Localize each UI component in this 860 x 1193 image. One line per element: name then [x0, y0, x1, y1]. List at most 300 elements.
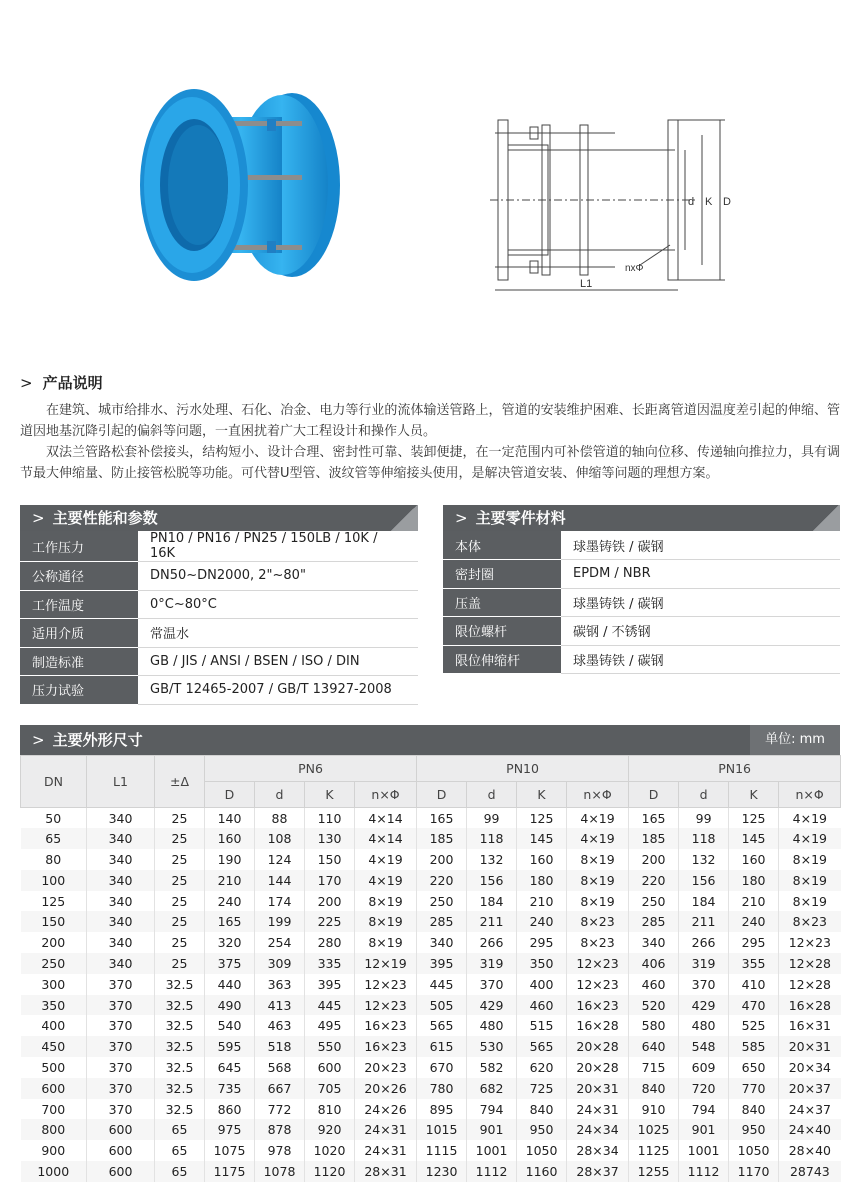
table-cell: 445 [417, 974, 467, 995]
table-cell: 266 [679, 932, 729, 953]
table-cell: 24×31 [355, 1140, 417, 1161]
table-cell: 32.5 [155, 995, 205, 1016]
table-cell: 1112 [679, 1161, 729, 1182]
table-cell: 12×28 [788, 976, 831, 992]
product-photo [132, 75, 342, 305]
table-cell: 445 [305, 995, 355, 1016]
table-cell: 370 [87, 1078, 155, 1099]
table-cell: 210 [517, 891, 567, 912]
intro-paragraph-1: 在建筑、城市给排水、污水处理、石化、冶金、电力等行业的流体输送管路上，管道的安装维护困难、长距离管道因温度差引起的伸缩、管道因地基沉降引起的偏斜等问题，一直困扰着广大工程设计和操作人员。 [20, 403, 840, 439]
dims-subheader-cell: D [629, 782, 679, 808]
chevron-right-icon: > [32, 509, 45, 527]
table-cell: 620 [517, 1057, 567, 1078]
chevron-right-icon: > [32, 731, 45, 749]
table-row [21, 1161, 841, 1182]
table-cell: 460 [629, 974, 679, 995]
table-cell: 901 [467, 1119, 517, 1140]
table-cell: 4×14 [355, 808, 417, 829]
performance-value: PN10 / PN16 / PN25 / 150LB / 10K / 16K [138, 531, 418, 562]
table-row [21, 1078, 841, 1099]
table-cell: 165 [629, 808, 679, 829]
table-cell: 160 [205, 828, 255, 849]
table-cell: 840 [729, 1099, 779, 1120]
dims-subheader-cell: K [729, 782, 779, 808]
table-cell: 715 [629, 1057, 679, 1078]
table-cell: 8×19 [792, 893, 828, 909]
table-row [21, 891, 841, 912]
table-cell: 395 [305, 974, 355, 995]
table-cell: 400 [517, 974, 567, 995]
table-cell: 220 [417, 870, 467, 891]
table-cell: 350 [21, 995, 87, 1016]
table-cell: 25 [155, 870, 205, 891]
table-cell: 254 [255, 932, 305, 953]
table-cell: 480 [467, 1015, 517, 1036]
table-cell: 600 [87, 1140, 155, 1161]
table-cell: 410 [729, 974, 779, 995]
table-cell: 370 [87, 974, 155, 995]
table-cell: 770 [729, 1078, 779, 1099]
table-cell: 165 [417, 808, 467, 829]
table-cell: 250 [417, 891, 467, 912]
table-cell: 340 [87, 828, 155, 849]
table-cell: 200 [21, 932, 87, 953]
table-cell: 772 [255, 1099, 305, 1120]
table-row [21, 849, 841, 870]
table-cell: 20×28 [567, 1057, 629, 1078]
table-cell: 319 [467, 953, 517, 974]
drawing-label-dd: D [723, 196, 731, 208]
product-figures [0, 0, 860, 360]
table-cell: 530 [467, 1036, 517, 1057]
table-cell: 490 [205, 995, 255, 1016]
table-cell: 280 [305, 932, 355, 953]
table-cell: 978 [255, 1140, 305, 1161]
materials-key: 密封圈 [443, 560, 561, 589]
table-cell: 4×19 [779, 828, 841, 849]
table-cell: 118 [467, 828, 517, 849]
table-cell: 1015 [417, 1119, 467, 1140]
table-row [21, 1099, 841, 1120]
materials-key: 本体 [443, 531, 561, 560]
table-cell: 300 [21, 974, 87, 995]
table-row [21, 995, 841, 1016]
materials-row [443, 645, 840, 674]
table-cell: 65 [155, 1140, 205, 1161]
table-cell: 582 [467, 1057, 517, 1078]
table-cell: 370 [87, 1036, 155, 1057]
table-cell: 88 [255, 808, 305, 829]
dims-subheader-cell: K [517, 782, 567, 808]
table-cell: 185 [417, 828, 467, 849]
table-cell: 25 [155, 828, 205, 849]
table-row [21, 1015, 841, 1036]
dimensions-title: 主要外形尺寸 [52, 731, 143, 749]
performance-section-header [20, 505, 418, 531]
table-cell: 4×19 [355, 870, 417, 891]
table-cell: 65 [21, 828, 87, 849]
table-cell: 463 [255, 1015, 305, 1036]
table-cell: 32.5 [155, 974, 205, 995]
table-cell: 16×31 [788, 1018, 831, 1034]
performance-value: GB/T 12465-2007 / GB/T 13927-2008 [138, 676, 418, 705]
table-cell: 12×23 [567, 974, 629, 995]
table-cell: 895 [417, 1099, 467, 1120]
table-cell: 156 [679, 870, 729, 891]
table-cell: 32.5 [155, 1078, 205, 1099]
table-cell: 185 [629, 828, 679, 849]
table-cell: 32.5 [155, 1015, 205, 1036]
table-cell: 4×19 [567, 828, 629, 849]
table-cell: 810 [305, 1099, 355, 1120]
performance-row [20, 676, 418, 705]
table-cell: 650 [729, 1057, 779, 1078]
table-cell: 8×19 [792, 851, 828, 867]
table-cell: 515 [517, 1015, 567, 1036]
table-cell: 250 [21, 953, 87, 974]
dims-group-header: PN10 [417, 756, 629, 782]
table-cell: 12×23 [567, 953, 629, 974]
table-cell: 1050 [517, 1140, 567, 1161]
table-cell: 1115 [417, 1140, 467, 1161]
table-cell: 600 [87, 1119, 155, 1140]
materials-value: 球墨铸铁 / 碳钢 [561, 645, 840, 674]
table-cell: 8×23 [567, 932, 629, 953]
table-cell: 640 [629, 1036, 679, 1057]
table-cell: 645 [205, 1057, 255, 1078]
table-cell: 80 [21, 849, 87, 870]
table-cell: 24×37 [788, 1101, 831, 1117]
table-cell: 363 [255, 974, 305, 995]
performance-value: 0°C~80°C [138, 590, 418, 619]
table-cell: 1175 [205, 1161, 255, 1182]
performance-value: DN50~DN2000, 2"~80" [138, 562, 418, 591]
materials-section-header [443, 505, 840, 531]
table-cell: 667 [255, 1078, 305, 1099]
table-cell: 150 [305, 849, 355, 870]
table-cell: 211 [467, 911, 517, 932]
table-cell: 8×19 [355, 911, 417, 932]
table-cell: 20×31 [567, 1078, 629, 1099]
materials-row [443, 617, 840, 646]
table-row [21, 911, 841, 932]
table-cell: 118 [679, 828, 729, 849]
table-cell: 1001 [679, 1140, 729, 1161]
table-cell: 16×23 [355, 1015, 417, 1036]
table-cell: 320 [205, 932, 255, 953]
table-cell: 285 [417, 911, 467, 932]
header-corner-decoration [390, 505, 418, 531]
dims-subheader-cell: d [467, 782, 517, 808]
table-cell: 190 [205, 849, 255, 870]
table-cell: 340 [87, 849, 155, 870]
dims-subheader-cell: n×Φ [779, 782, 841, 808]
intro-title-text: 产品说明 [42, 374, 103, 392]
table-cell: 370 [87, 1099, 155, 1120]
table-cell: 495 [305, 1015, 355, 1036]
dims-subheader-cell: D [417, 782, 467, 808]
table-cell: 28×37 [567, 1161, 629, 1182]
table-cell: 920 [305, 1119, 355, 1140]
table-cell: 4×19 [567, 808, 629, 829]
table-cell: 20×26 [355, 1078, 417, 1099]
table-cell: 25 [155, 953, 205, 974]
table-row [21, 828, 841, 849]
table-cell: 180 [517, 870, 567, 891]
table-cell: 950 [729, 1119, 779, 1140]
table-cell: 132 [467, 849, 517, 870]
table-cell: 210 [205, 870, 255, 891]
table-cell: 130 [305, 828, 355, 849]
table-cell: 355 [729, 953, 779, 974]
dims-header-row [21, 756, 841, 782]
table-cell: 340 [629, 932, 679, 953]
table-cell: 700 [21, 1099, 87, 1120]
table-cell: 165 [205, 911, 255, 932]
table-cell: 12×23 [788, 935, 831, 951]
dims-subheader-cell: K [305, 782, 355, 808]
table-cell: 1230 [417, 1161, 467, 1182]
table-cell: 525 [729, 1015, 779, 1036]
table-cell: 8×19 [567, 891, 629, 912]
drawing-label-l1: L1 [580, 278, 593, 290]
table-cell: 370 [87, 1057, 155, 1078]
table-cell: 184 [679, 891, 729, 912]
table-cell: 20×28 [567, 1036, 629, 1057]
performance-row [20, 647, 418, 676]
unit-label: 单位: mm [750, 725, 840, 755]
performance-row [20, 531, 418, 562]
table-cell: 145 [729, 828, 779, 849]
materials-row [443, 560, 840, 589]
table-cell: 200 [305, 891, 355, 912]
table-cell: 125 [21, 891, 87, 912]
performance-value: GB / JIS / ANSI / BSEN / ISO / DIN [138, 647, 418, 676]
table-cell: 28743 [779, 1161, 841, 1182]
performance-key: 工作压力 [20, 531, 138, 562]
table-cell: 24×31 [567, 1099, 629, 1120]
table-cell: 600 [87, 1161, 155, 1182]
intro-paragraph-2: 双法兰管路松套补偿接头，结构短小、设计合理、密封性可靠、装卸便捷，在一定范围内可补偿管道的轴向位移、传递轴向推拉力，具有调节最大伸缩量、防止接管松脱等功能。可代替U型管、波纹管等伸缩接头使用，是解决管道安装、伸缩等问题的理想方案。 [20, 445, 840, 481]
dims-group-header: PN6 [205, 756, 417, 782]
table-cell: 25 [155, 911, 205, 932]
table-cell: 20×37 [779, 1078, 841, 1099]
dims-subheader-cell: d [679, 782, 729, 808]
table-row [21, 1140, 841, 1161]
table-row [21, 1057, 841, 1078]
table-cell: 975 [205, 1119, 255, 1140]
performance-row [20, 619, 418, 648]
table-cell: 1000 [21, 1161, 87, 1182]
table-cell: 340 [417, 932, 467, 953]
table-cell: 8×23 [779, 911, 841, 932]
intro-body [20, 400, 840, 484]
materials-table [443, 531, 840, 674]
performance-title: 主要性能和参数 [52, 509, 158, 527]
table-cell: 110 [305, 808, 355, 829]
technical-drawing [480, 105, 750, 305]
table-cell: 12×23 [355, 974, 417, 995]
table-cell: 132 [679, 849, 729, 870]
table-cell: 145 [517, 828, 567, 849]
table-cell: 150 [21, 911, 87, 932]
table-cell: 450 [21, 1036, 87, 1057]
table-cell: 24×26 [355, 1099, 417, 1120]
intro-section-title [20, 372, 103, 393]
dims-subheader-cell: n×Φ [355, 782, 417, 808]
table-cell: 370 [87, 1015, 155, 1036]
table-cell: 100 [21, 870, 87, 891]
table-cell: 682 [467, 1078, 517, 1099]
table-cell: 8×19 [779, 870, 841, 891]
table-cell: 794 [679, 1099, 729, 1120]
performance-key: 适用介质 [20, 619, 138, 648]
table-cell: 1025 [629, 1119, 679, 1140]
table-cell: 794 [467, 1099, 517, 1120]
drawing-label-d: d [688, 196, 695, 208]
performance-key: 公称通径 [20, 562, 138, 591]
table-cell: 470 [729, 995, 779, 1016]
table-cell: 65 [155, 1161, 205, 1182]
table-cell: 25 [155, 932, 205, 953]
dims-group-header: PN16 [629, 756, 841, 782]
materials-title: 主要零件材料 [475, 509, 566, 527]
table-cell: 309 [255, 953, 305, 974]
table-cell: 840 [517, 1099, 567, 1120]
table-cell: 32.5 [155, 1036, 205, 1057]
table-cell: 735 [205, 1078, 255, 1099]
table-row [21, 808, 841, 829]
table-cell: 28×34 [567, 1140, 629, 1161]
dims-subheader-cell: n×Φ [567, 782, 629, 808]
materials-value: EPDM / NBR [561, 560, 840, 589]
table-cell: 375 [205, 953, 255, 974]
table-cell: 340 [87, 891, 155, 912]
table-cell: 25 [155, 849, 205, 870]
table-cell: 600 [21, 1078, 87, 1099]
table-cell: 585 [729, 1036, 779, 1057]
table-cell: 1112 [467, 1161, 517, 1182]
table-cell: 295 [729, 932, 779, 953]
table-cell: 340 [87, 932, 155, 953]
table-cell: 550 [305, 1036, 355, 1057]
table-cell: 840 [629, 1078, 679, 1099]
table-cell: 950 [517, 1119, 567, 1140]
table-cell: 240 [729, 911, 779, 932]
table-cell: 1160 [517, 1161, 567, 1182]
table-cell: 20×23 [355, 1057, 417, 1078]
performance-key: 制造标准 [20, 647, 138, 676]
table-cell: 20×31 [779, 1036, 841, 1057]
table-row [21, 870, 841, 891]
table-cell: 480 [679, 1015, 729, 1036]
table-cell: 8×23 [567, 911, 629, 932]
drawing-label-k: K [705, 196, 713, 208]
table-cell: 565 [517, 1036, 567, 1057]
table-cell: 568 [255, 1057, 305, 1078]
materials-key: 限位伸缩杆 [443, 645, 561, 674]
table-cell: 518 [255, 1036, 305, 1057]
table-cell: 12×19 [355, 953, 417, 974]
table-cell: 910 [629, 1099, 679, 1120]
table-cell: 211 [679, 911, 729, 932]
table-cell: 720 [679, 1078, 729, 1099]
table-cell: 1255 [629, 1161, 679, 1182]
table-cell: 1001 [467, 1140, 517, 1161]
table-cell: 670 [417, 1057, 467, 1078]
table-cell: 24×34 [567, 1119, 629, 1140]
table-cell: 370 [679, 974, 729, 995]
performance-row [20, 590, 418, 619]
table-cell: 429 [467, 995, 517, 1016]
header-corner-decoration [812, 505, 840, 531]
table-cell: 199 [255, 911, 305, 932]
performance-row [20, 562, 418, 591]
table-cell: 295 [517, 932, 567, 953]
table-cell: 24×31 [355, 1119, 417, 1140]
table-cell: 285 [629, 911, 679, 932]
dims-header-cell: DN [21, 756, 87, 808]
table-cell: 16×28 [779, 995, 841, 1016]
table-cell: 32.5 [155, 1057, 205, 1078]
table-cell: 240 [205, 891, 255, 912]
table-cell: 340 [87, 870, 155, 891]
table-cell: 878 [255, 1119, 305, 1140]
table-cell: 1125 [629, 1140, 679, 1161]
table-cell: 395 [417, 953, 467, 974]
materials-value: 球墨铸铁 / 碳钢 [561, 588, 840, 617]
table-cell: 16×28 [567, 1015, 629, 1036]
table-cell: 20×34 [788, 1059, 831, 1075]
table-cell: 24×40 [779, 1119, 841, 1140]
table-cell: 4×19 [355, 849, 417, 870]
table-cell: 580 [629, 1015, 679, 1036]
table-cell: 520 [629, 995, 679, 1016]
table-cell: 174 [255, 891, 305, 912]
materials-value: 球墨铸铁 / 碳钢 [561, 531, 840, 560]
table-cell: 170 [305, 870, 355, 891]
table-cell: 705 [305, 1078, 355, 1099]
table-row [21, 1036, 841, 1057]
table-cell: 8×19 [355, 932, 417, 953]
table-cell: 160 [517, 849, 567, 870]
table-cell: 16×23 [567, 995, 629, 1016]
table-cell: 225 [305, 911, 355, 932]
table-cell: 8×19 [355, 891, 417, 912]
dims-header-cell: L1 [87, 756, 155, 808]
table-cell: 8×19 [567, 870, 629, 891]
table-cell: 99 [467, 808, 517, 829]
table-cell: 860 [205, 1099, 255, 1120]
table-cell: 406 [629, 953, 679, 974]
performance-key: 压力试验 [20, 676, 138, 705]
table-cell: 540 [205, 1015, 255, 1036]
performance-value: 常温水 [138, 619, 418, 648]
dims-header-cell: ±Δ [155, 756, 205, 808]
performance-table [20, 531, 418, 705]
table-cell: 900 [21, 1140, 87, 1161]
table-cell: 65 [155, 1119, 205, 1140]
table-cell: 780 [417, 1078, 467, 1099]
table-cell: 32.5 [155, 1099, 205, 1120]
table-cell: 370 [467, 974, 517, 995]
materials-key: 限位螺杆 [443, 617, 561, 646]
table-cell: 609 [679, 1057, 729, 1078]
table-cell: 210 [729, 891, 779, 912]
table-row [21, 953, 841, 974]
table-cell: 16×23 [355, 1036, 417, 1057]
table-cell: 160 [729, 849, 779, 870]
